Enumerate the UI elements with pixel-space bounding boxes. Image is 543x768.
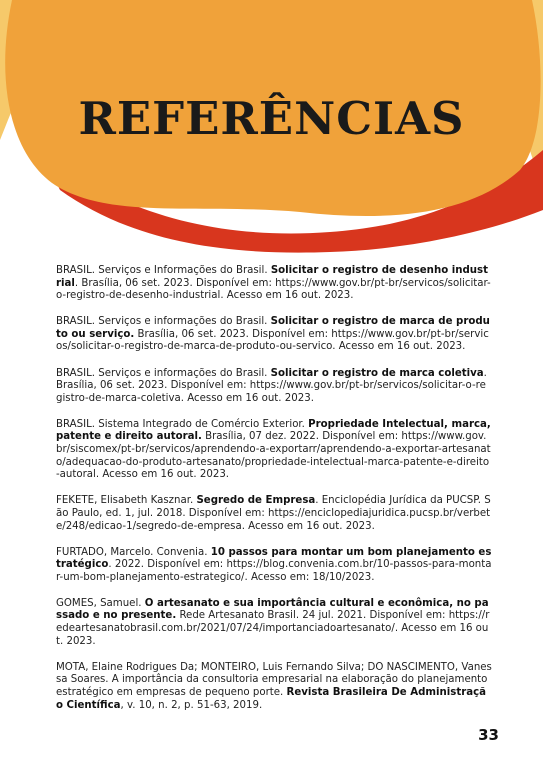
reference-details: . 2022. Disponível em: https://blog.convenia.com.br/10-passos-para-montar-um-bom-planejamento-estrategico/. Acesso em: 18/10/2023.: [56, 559, 492, 583]
reference-title: 10 passos para montar um bom planejamento estratégico: [56, 546, 492, 571]
reference-entry: [56, 265, 492, 303]
reference-text: BRASIL. Serviços e informações do Brasil.: [56, 316, 271, 328]
page-number: 33: [478, 726, 499, 744]
reference-details: Rede Artesanato Brasil. 24 jul. 2021. Disponível em: https://redeartesanatobrasil.com.br/2021/07/24/importanciadoartesanato/. Acesso em 16 out. 2023.: [56, 610, 490, 647]
reference-title: O artesanato e sua importância cultural e econômica, no passado e no presente.: [56, 597, 489, 622]
reference-text: FEKETE, Elisabeth Kasznar.: [56, 495, 197, 507]
reference-title: Solicitar o registro de marca coletiva: [270, 367, 484, 379]
reference-entry: [56, 547, 492, 585]
reference-details: Brasília, 07 dez. 2022. Disponível em: https://www.gov.br/siscomex/pt-br/servicos/aprendendo-a-exportarr/aprendendo-a-exportar-artesanato/adequacao-do-produto-artesanato/propriedade-intelectual-marca-patente-e-direito-autoral. Acesso em 16 out. 2023.: [56, 431, 491, 481]
reference-entry: [56, 598, 492, 648]
reference-entry: [56, 368, 492, 406]
reference-text: FURTADO, Marcelo. Convenia.: [56, 546, 211, 558]
reference-entry: [56, 495, 492, 533]
reference-title: Revista Brasileira De Administração Científica: [56, 686, 487, 711]
reference-details: . Enciclopédia Jurídica da PUCSP. São Paulo, ed. 1, jul. 2018. Disponível em: https://enciclopediajuridica.pucsp.br/verbete/248/edicao-1/segredo-de-empresa. Acesso em 16 out. 2023.: [56, 495, 491, 532]
reference-entry: [56, 419, 492, 482]
reference-text: MOTA, Elaine Rodrigues Da; MONTEIRO, Luis Fernando Silva; DO NASCIMENTO, Vanessa Soares. A importância da consultoria empresarial na elaboração do planejamento estratégico em empresas de pequeno porte.: [56, 661, 492, 698]
reference-text: BRASIL. Serviços e informações do Brasil.: [56, 367, 271, 379]
reference-text: BRASIL. Serviços e Informações do Brasil.: [56, 265, 271, 276]
reference-details: Brasília, 06 set. 2023. Disponível em: https://www.gov.br/pt-br/servicos/solicitar-o-registro-de-marca-de-produto-ou-servico. Acesso em 16 out. 2023.: [56, 328, 489, 353]
reference-title: Solicitar o registro de marca de produto ou serviço.: [56, 316, 490, 340]
reference-details: , v. 10, n. 2, p. 51-63, 2019.: [120, 699, 263, 711]
reference-title: Solicitar o registro de desenho industrial: [56, 265, 488, 289]
page-title: REFERÊNCIAS: [78, 92, 465, 145]
reference-details: . Brasília, 06 set. 2023. Disponível em: https://www.gov.br/pt-br/servicos/solicitar-o-registro-de-desenho-industrial. Acesso em 16 out. 2023.: [56, 277, 491, 302]
reference-title: Propriedade Intelectual, marca, patente e direito autoral.: [56, 418, 491, 443]
reference-title: Segredo de Empresa: [196, 495, 316, 507]
reference-details: . Brasília, 06 set. 2023. Disponível em: https://www.gov.br/pt-br/servicos/solicitar-o-registro-de-marca-coletiva. Acesso em 16 out. 2023.: [56, 367, 487, 404]
reference-entry: [56, 316, 492, 354]
reference-entry: [56, 662, 492, 712]
reference-text: BRASIL. Sistema Integrado de Comércio Exterior.: [56, 418, 309, 430]
reference-text: GOMES, Samuel.: [56, 597, 145, 609]
references-list: [56, 265, 492, 726]
